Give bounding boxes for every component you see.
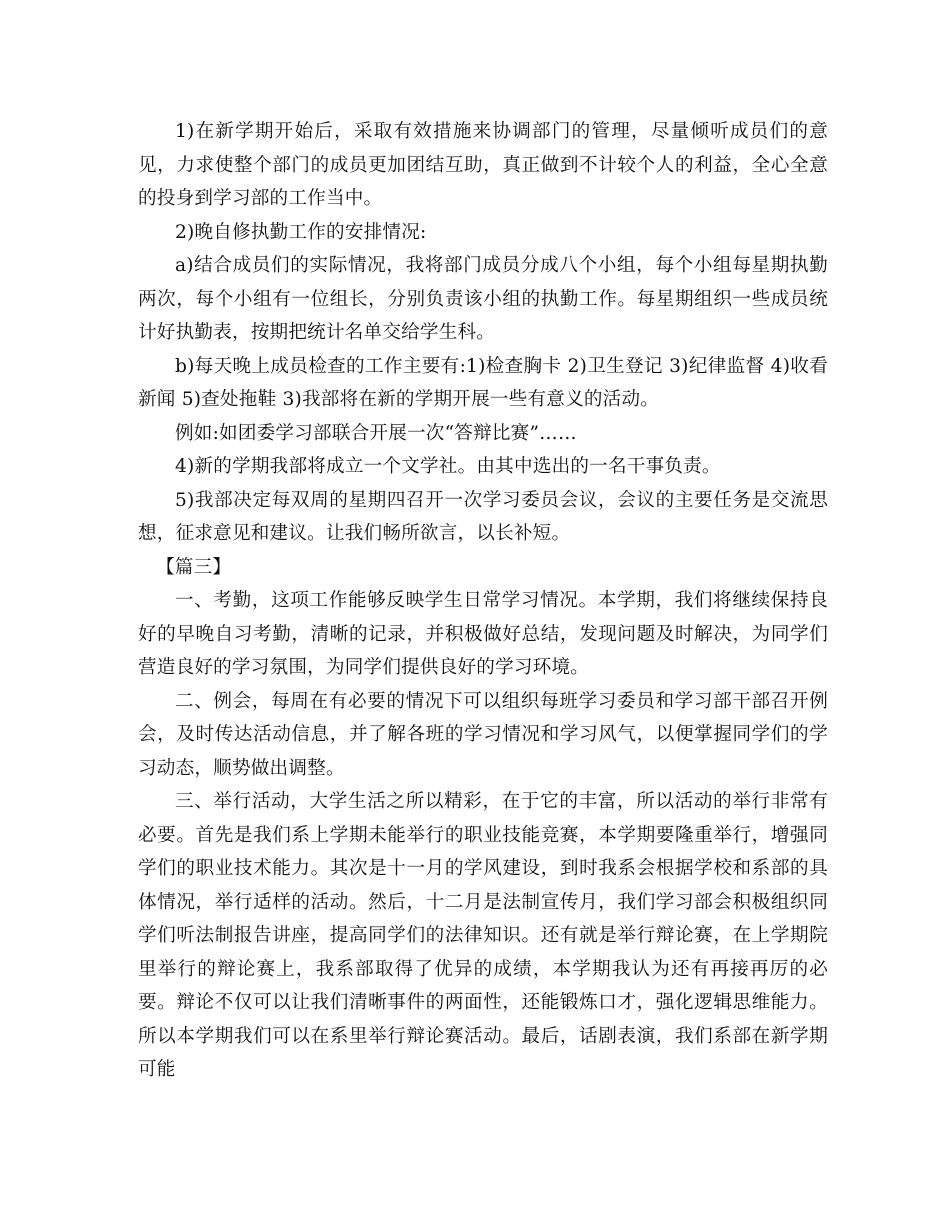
section-heading: 【篇三】 [156, 556, 232, 578]
paragraph-3: a)结合成员们的实际情况，我将部门成员分成八个小组，每个小组每星期执勤两次，每个小组有一位组长，分别负责该小组的执勤工作。每星期组织一些成员统计好执勤表，按期把统计名单交给学生科。 [138, 255, 828, 343]
paragraph-2: 2)晚自修执勤工作的安排情况: [175, 221, 427, 243]
paragraph-10: 三、举行活动，大学生活之所以精彩，在于它的丰富，所以活动的举行非常有必要。首先是我们系上学期未能举行的职业技能竞赛，本学期要隆重举行，增强同学们的职业技术能力。其次是十一月的学风建设，到时我系会根据学校和系部的具体情况，举行适样的活动。然后，十二月是法制宣传月，我们学习部会积极组织同学们听法制报告讲座，提高同学们的法律知识。还有就是举行辩论赛，在上学期院里举行的辩论赛上，我系部取得了优异的成绩，本学期我认为还有再接再厉的必要。辩论不仅可以让我们清晰事件的两面性，还能锻炼口才，强化逻辑思维能力。所以本学期我们可以在系里举行辩论赛活动。最后，话剧表演，我们系部在新学期可能 [138, 791, 828, 1080]
paragraph-5: 例如:如团委学习部联合开展一次“答辩比赛”…… [175, 422, 577, 444]
document-body [138, 115, 828, 1087]
paragraph-7: 5)我部决定每双周的星期四召开一次学习委员会议，会议的主要任务是交流思想，征求意见和建议。让我们畅所欲言，以长补短。 [138, 489, 828, 544]
paragraph-4: b)每天晚上成员检查的工作主要有:1)检查胸卡 2)卫生登记 3)纪律监督 4)收看新闻 5)查处拖鞋 3)我部将在新的学期开展一些有意义的活动。 [138, 355, 828, 410]
paragraph-6: 4)新的学期我部将成立一个文学社。由其中选出的一名干事负责。 [175, 456, 721, 477]
paragraph-8: 一、考勤，这项工作能够反映学生日常学习情况。本学期，我们将继续保持良好的早晚自习考勤，清晰的记录，并积极做好总结，发现问题及时解决，为同学们营造良好的学习氛围，为同学们提供良好的学习环境。 [138, 590, 828, 678]
paragraph-1: 1)在新学期开始后，采取有效措施来协调部门的管理，尽量倾听成员们的意见，力求使整个部门的成员更加团结互助，真正做到不计较个人的利益，全心全意的投身到学习部的工作当中。 [138, 121, 828, 209]
paragraph-9: 二、例会，每周在有必要的情况下可以组织每班学习委员和学习部干部召开例会，及时传达活动信息，并了解各班的学习情况和学习风气，以便掌握同学们的学习动态，顺势做出调整。 [138, 690, 828, 779]
